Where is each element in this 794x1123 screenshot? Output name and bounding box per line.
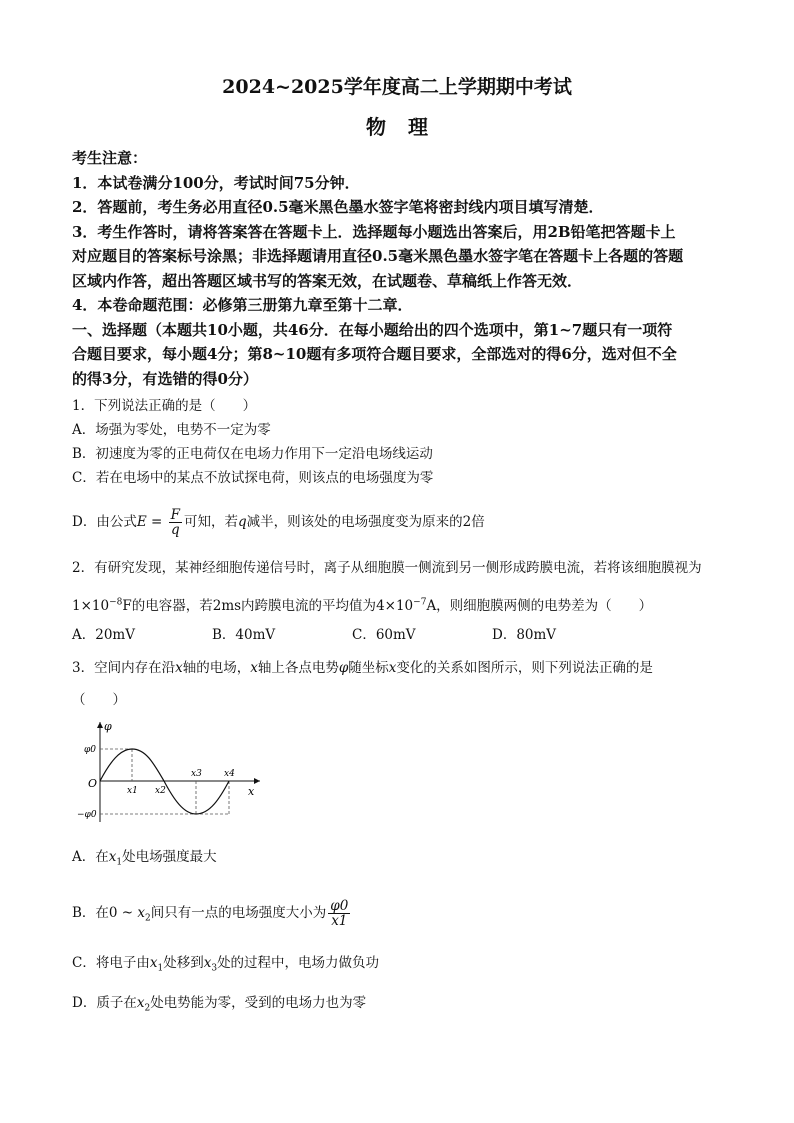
notice-item-2: 2．答题前，考生务必用直径0.5毫米黑色墨水签字笔将密封线内项目填写清楚． xyxy=(72,198,604,216)
q3-d-x: x xyxy=(136,995,145,1011)
q3-option-c xyxy=(72,951,727,981)
q1-d-prefix: D．由公式 xyxy=(72,514,137,530)
q2-line-2 xyxy=(72,590,727,618)
q3-b-mid: 间只有一点的电场强度大小为 xyxy=(150,905,327,921)
q1-d-numerator: F xyxy=(170,507,180,523)
graph-x1: x1 xyxy=(127,786,138,796)
q2-options xyxy=(72,623,727,647)
graph-origin: O xyxy=(88,777,98,790)
q3-b-fraction xyxy=(328,899,350,928)
q2-option-b: B．40mV xyxy=(212,627,276,643)
graph-y-label: φ xyxy=(104,720,112,733)
q3-c-s3: 3 xyxy=(211,963,218,974)
q1-option-b: B．初速度为零的正电荷仅在电场力作用下一定沿电场线运动 xyxy=(72,446,433,462)
q3-a-pre: A．在 xyxy=(72,849,109,865)
q2-option-a: A．20mV xyxy=(72,627,135,643)
q3-d-pre: D．质子在 xyxy=(72,995,137,1011)
notice-item-3-cont2: 区域内作答，超出答题区域书写的答案无效，在试题卷、草稿纸上作答无效． xyxy=(72,271,583,290)
q1-d-eq: = xyxy=(146,514,167,530)
q3-stem-phi: φ xyxy=(338,660,349,676)
notice-section xyxy=(72,146,727,391)
notice-item-3-cont: 对应题目的答案标号涂黑；非选择题请用直径0.5毫米黑色墨水签字笔在答题卡上各题的答题 xyxy=(72,247,684,265)
q3-stem-a: 3．空间内存在沿 xyxy=(72,660,176,676)
q3-c-pre: C．将电子由 xyxy=(72,955,150,971)
q1-option-d xyxy=(72,502,727,542)
notice-heading: 考生注意： xyxy=(72,149,148,167)
q2-cap-unit: F的电容器，若2ms内跨膜电流的平均值为 xyxy=(122,597,377,614)
graph-neg-phi0: −φ0 xyxy=(77,810,97,820)
q3-c-s1: 1 xyxy=(157,963,164,974)
q1-option-c: C．若在电场中的某点不放试探电荷，则该点的电场强度为零 xyxy=(72,470,434,486)
q3-option-b xyxy=(72,893,727,939)
q1-d-q: q xyxy=(237,514,247,530)
q1-d-suffix: 减半，则该处的电场强度变为原来的2倍 xyxy=(246,514,485,530)
section1-line-2: 合题目要求，每小题4分；第8~10题有多项符合题目要求，全部选对的得6分，选对但不全 xyxy=(72,345,677,363)
q3-c-x3: x xyxy=(203,955,212,971)
q1-option-a: A．场强为零处，电势不一定为零 xyxy=(72,422,271,438)
q3-c-post: 处的过程中，电场力做负功 xyxy=(217,955,380,971)
q3-b-sub: 2 xyxy=(145,913,151,924)
question-3 xyxy=(72,656,727,712)
q3-stem-c: 轴上各点电势 xyxy=(257,660,339,676)
q3-stem-x1: x xyxy=(175,660,183,676)
q3-paren: （ ） xyxy=(72,692,126,708)
subject-title: 物理 xyxy=(366,115,450,139)
graph-x2: x2 xyxy=(155,786,166,796)
q3-a-x: x xyxy=(108,849,117,865)
q1-d-mid: 可知，若 xyxy=(183,514,238,530)
q3-b-pre: B．在0 ~ xyxy=(72,905,138,921)
graph-x-label: x xyxy=(248,785,255,798)
q2-option-d: D．80mV xyxy=(492,627,557,643)
q3-c-mid: 处移到 xyxy=(163,955,204,971)
q2-option-c: C．60mV xyxy=(352,627,416,643)
q1-stem: 1．下列说法正确的是（ ） xyxy=(72,398,257,414)
notice-item-3: 3．考生作答时，请将答案答在答题卡上．选择题每小题选出答案后，用2B铅笔把答题卡上 xyxy=(72,222,676,241)
q3-option-a xyxy=(72,845,727,875)
q3-option-d xyxy=(72,991,727,1021)
q2-cur-base: 4×10 xyxy=(376,597,414,614)
q1-d-fraction xyxy=(169,508,182,537)
notice-item-1: 1．本试卷满分100分，考试时间75分钟． xyxy=(72,173,360,192)
graph-phi0: φ0 xyxy=(84,745,97,755)
q3-b-x: x xyxy=(137,905,146,921)
section1-line-3: 的得3分，有选错的得0分） xyxy=(72,369,258,388)
q2-cap-base: 1×10 xyxy=(72,597,110,614)
q3-stem-x3: x xyxy=(388,660,397,676)
q2-cur-unit: A，则细胞膜两侧的电势差为（ ） xyxy=(426,597,653,614)
q2-line-1: 2．有研究发现，某神经细胞传递信号时，离子从细胞膜一侧流到另一侧形成跨膜电流，若将该细胞膜视为 xyxy=(72,560,702,576)
q3-d-post: 处电势能为零，受到的电场力也为零 xyxy=(150,995,367,1011)
q3-a-post: 处电场强度最大 xyxy=(122,849,217,865)
q1-d-e: E xyxy=(136,514,147,530)
q3-stem-e: 变化的关系如图所示，则下列说法正确的是 xyxy=(396,660,653,676)
exam-title: 2024~2025学年度高二上学期期中考试 xyxy=(222,76,572,98)
question-2 xyxy=(72,556,727,580)
q2-cur-exp: −7 xyxy=(413,597,427,607)
q3-b-denominator: x1 xyxy=(331,913,348,929)
q3-c-x1: x xyxy=(149,955,158,971)
q3-d-sub: 2 xyxy=(144,1003,151,1014)
q2-cap-exp: −8 xyxy=(109,597,123,607)
q3-a-sub: 1 xyxy=(116,857,123,868)
q3-stem-b: 轴的电场， xyxy=(182,660,251,676)
graph-x3: x3 xyxy=(191,769,202,779)
question-1 xyxy=(72,394,727,490)
potential-graph xyxy=(74,718,274,828)
notice-item-4: 4．本卷命题范围：必修第三册第九章至第十二章． xyxy=(72,296,413,314)
q1-d-denominator: q xyxy=(170,522,180,538)
q3-stem-x2: x xyxy=(250,660,258,676)
q3-stem-d: 随坐标 xyxy=(348,660,389,676)
graph-x4: x4 xyxy=(224,769,235,779)
section1-line-1: 一、选择题（本题共10小题，共46分．在每小题给出的四个选项中，第1~7题只有一项符 xyxy=(72,320,673,339)
q3-b-numerator: φ0 xyxy=(330,898,349,914)
